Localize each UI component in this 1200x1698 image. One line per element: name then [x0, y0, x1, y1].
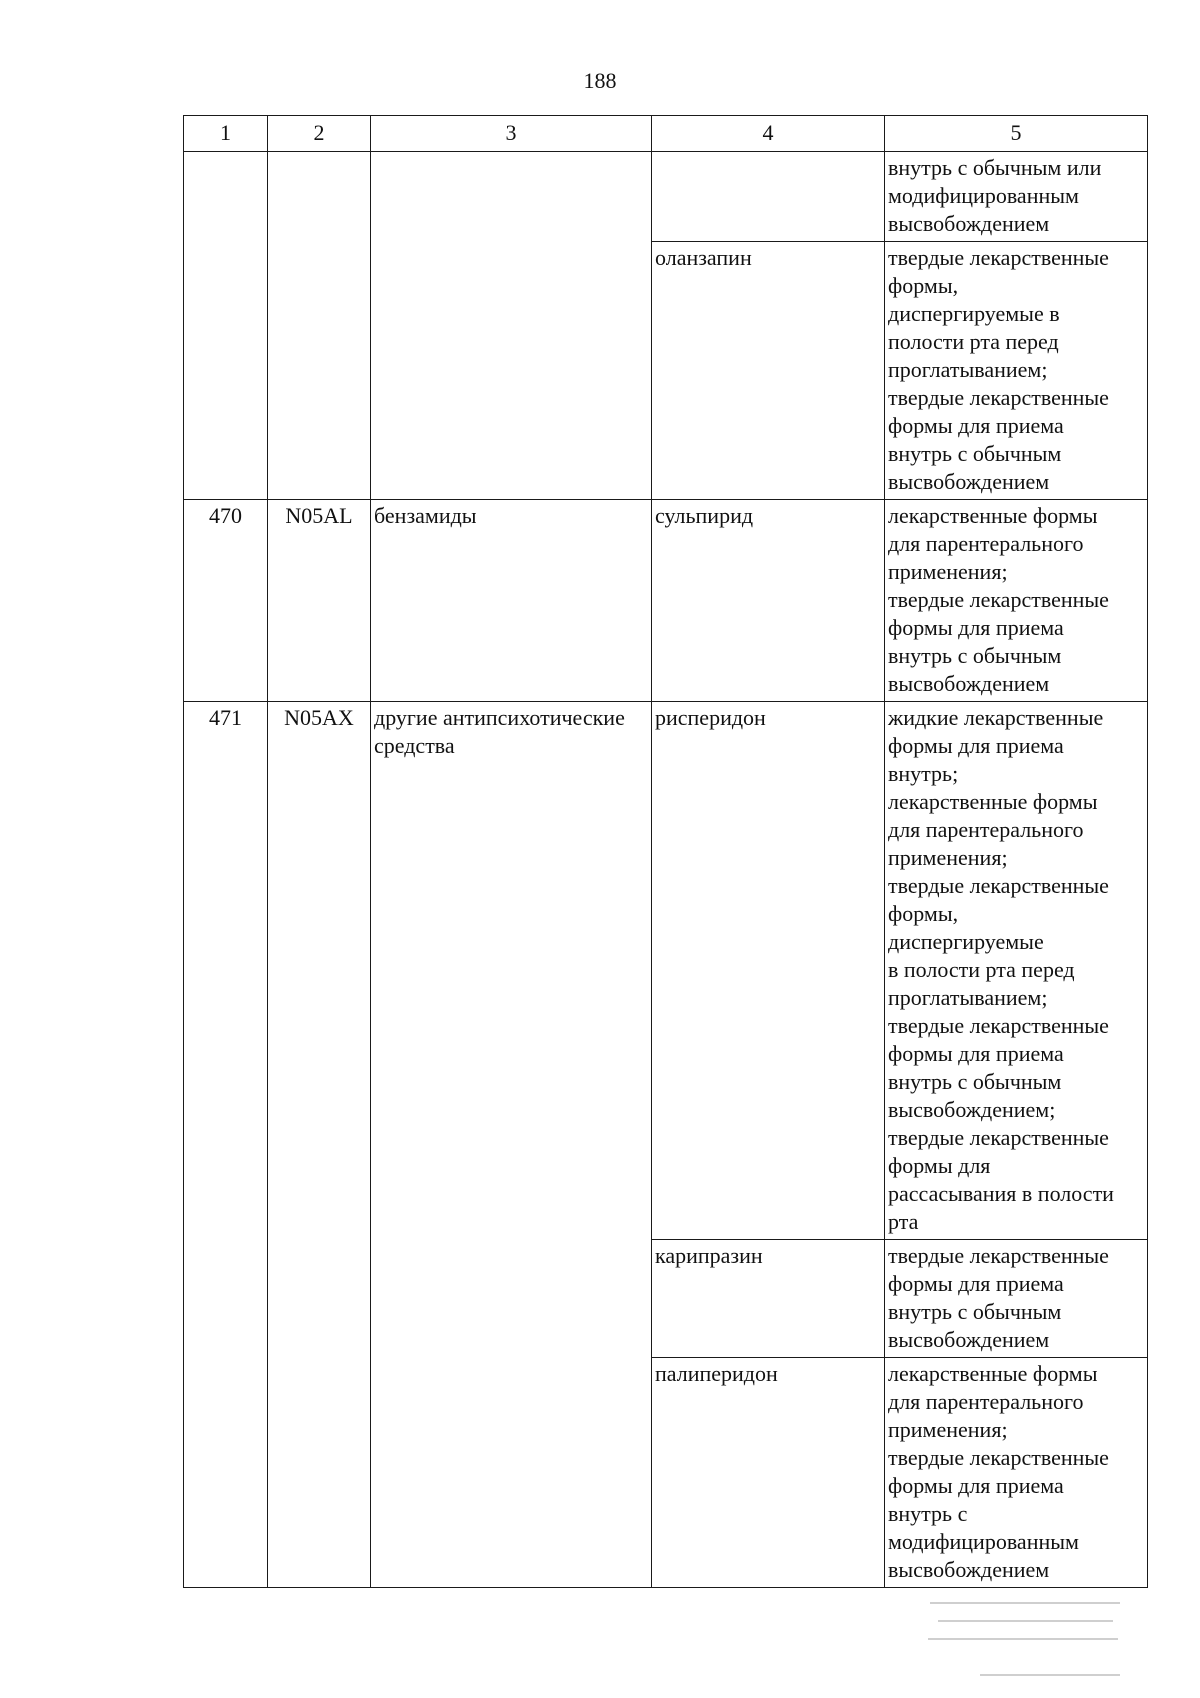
dosage-form-line: формы для приема	[888, 1473, 1064, 1498]
drug-name: палиперидон	[652, 1358, 885, 1588]
medicines-table	[183, 115, 1148, 1588]
dosage-form-line: внутрь с обычным	[888, 1299, 1062, 1324]
dosage-form-line: внутрь с обычным	[888, 643, 1062, 668]
dosage-form-line: применения;	[888, 845, 1008, 870]
dosage-form-line: формы для приема	[888, 733, 1064, 758]
dosage-form-line: применения;	[888, 559, 1008, 584]
atc-code	[268, 152, 371, 500]
dosage-form-line: в полости рта перед	[888, 957, 1075, 982]
drug-name: карипразин	[652, 1240, 885, 1358]
drug-name: рисперидон	[652, 702, 885, 1240]
dosage-form-line: проглатыванием;	[888, 357, 1048, 382]
dosage-form-line: применения;	[888, 1417, 1008, 1442]
dosage-form-line: высвобождением	[888, 211, 1050, 236]
dosage-form-line: диспергируемые	[888, 929, 1044, 954]
dosage-form	[885, 242, 1148, 500]
dosage-form	[885, 1240, 1148, 1358]
dosage-form-line: твердые лекарственные	[888, 1125, 1109, 1150]
dosage-form-line: твердые лекарственные	[888, 245, 1109, 270]
atc-code: N05AL	[268, 500, 371, 702]
dosage-form-line: твердые лекарственные	[888, 587, 1109, 612]
header-row	[184, 116, 1148, 152]
dosage-form-line: высвобождением	[888, 1557, 1050, 1582]
dosage-form-line: внутрь с обычным или	[888, 155, 1102, 180]
faded-stamp	[920, 1598, 1134, 1688]
dosage-form-line: лекарственные формы	[888, 789, 1098, 814]
table-row	[184, 152, 1148, 242]
dosage-form	[885, 500, 1148, 702]
dosage-form-line: формы,	[888, 273, 959, 298]
drug-name	[652, 152, 885, 242]
pharmacological-group	[371, 152, 652, 500]
row-number: 470	[184, 500, 268, 702]
dosage-form-line: рассасывания в полости	[888, 1181, 1114, 1206]
dosage-form-line: твердые лекарственные	[888, 385, 1109, 410]
header-col-4: 4	[652, 116, 885, 152]
header-col-5: 5	[885, 116, 1148, 152]
dosage-form-line: формы для приема	[888, 1041, 1064, 1066]
dosage-form-line: высвобождением	[888, 1327, 1050, 1352]
table-row	[184, 702, 1148, 1240]
dosage-form-line: модифицированным	[888, 1529, 1079, 1554]
header-col-3: 3	[371, 116, 652, 152]
dosage-form-line: для парентерального	[888, 1389, 1084, 1414]
dosage-form-line: твердые лекарственные	[888, 1445, 1109, 1470]
drug-name: сульпирид	[652, 500, 885, 702]
drug-name: оланзапин	[652, 242, 885, 500]
dosage-form	[885, 702, 1148, 1240]
dosage-form-line: лекарственные формы	[888, 1361, 1098, 1386]
dosage-form-line: внутрь с	[888, 1501, 968, 1526]
dosage-form-line: формы для	[888, 1153, 991, 1178]
dosage-form-line: высвобождением	[888, 469, 1050, 494]
pharmacological-group: бензамиды	[371, 500, 652, 702]
dosage-form-line: полости рта перед	[888, 329, 1059, 354]
dosage-form-line: твердые лекарственные	[888, 873, 1109, 898]
dosage-form-line: модифицированным	[888, 183, 1079, 208]
dosage-form-line: высвобождением;	[888, 1097, 1056, 1122]
atc-code: N05AX	[268, 702, 371, 1588]
dosage-form-line: диспергируемые в	[888, 301, 1060, 326]
dosage-form	[885, 152, 1148, 242]
dosage-form-line: внутрь с обычным	[888, 1069, 1062, 1094]
dosage-form-line: формы для приема	[888, 413, 1064, 438]
dosage-form	[885, 1358, 1148, 1588]
dosage-form-line: твердые лекарственные	[888, 1013, 1109, 1038]
dosage-form-line: рта	[888, 1209, 919, 1234]
page-number: 188	[583, 68, 617, 93]
dosage-form-line: формы для приема	[888, 615, 1064, 640]
header-col-1: 1	[184, 116, 268, 152]
header-col-2: 2	[268, 116, 371, 152]
dosage-form-line: жидкие лекарственные	[888, 705, 1104, 730]
dosage-form-line: для парентерального	[888, 531, 1084, 556]
row-number	[184, 152, 268, 500]
pharmacological-group: другие антипсихотические средства	[371, 702, 652, 1588]
dosage-form-line: формы для приема	[888, 1271, 1064, 1296]
dosage-form-line: твердые лекарственные	[888, 1243, 1109, 1268]
dosage-form-line: проглатыванием;	[888, 985, 1048, 1010]
dosage-form-line: для парентерального	[888, 817, 1084, 842]
table-row	[184, 500, 1148, 702]
dosage-form-line: высвобождением	[888, 671, 1050, 696]
row-number: 471	[184, 702, 268, 1588]
dosage-form-line: лекарственные формы	[888, 503, 1098, 528]
dosage-form-line: внутрь;	[888, 761, 959, 786]
dosage-form-line: формы,	[888, 901, 959, 926]
dosage-form-line: внутрь с обычным	[888, 441, 1062, 466]
